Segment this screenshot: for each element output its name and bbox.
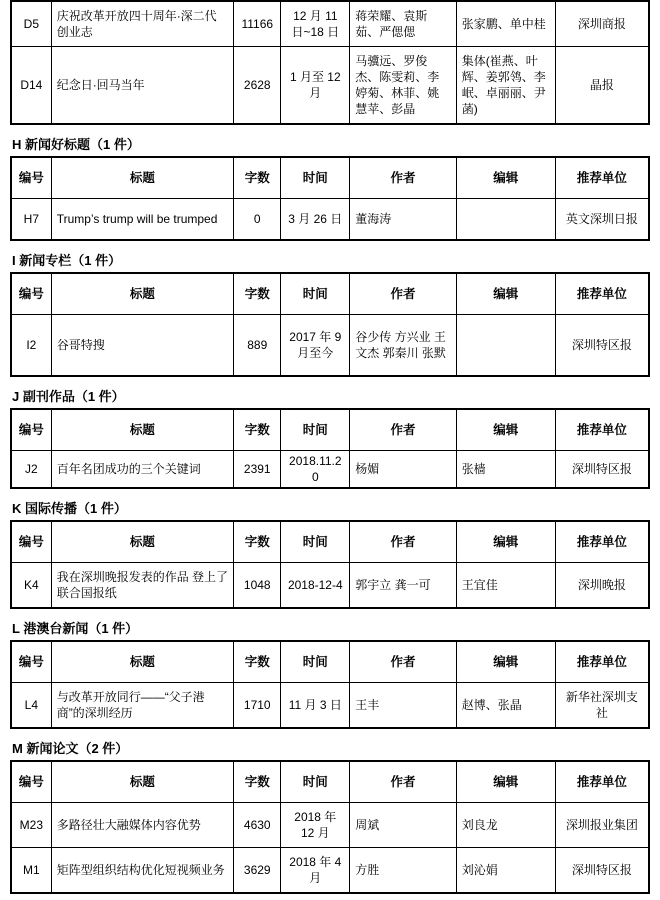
col-header-authors: 作者: [350, 157, 457, 199]
col-header-editors: 编辑: [456, 273, 555, 315]
awards-table-i: [10, 272, 650, 377]
cell-time: 2018 年 4 月: [281, 848, 350, 894]
cell-time: 3 月 26 日: [281, 199, 350, 241]
cell-title: Trump’s trump will be trumped: [51, 199, 233, 241]
col-header-editors: 编辑: [456, 641, 555, 683]
col-header-id: 编号: [11, 521, 51, 563]
col-header-editors: 编辑: [456, 761, 555, 803]
col-header-authors: 作者: [350, 641, 457, 683]
col-header-time: 时间: [281, 641, 350, 683]
awards-table-j: [10, 408, 650, 489]
table-header-row: [11, 409, 649, 451]
table-row-i2: [11, 315, 649, 377]
cell-unit: 英文深圳日报: [555, 199, 649, 241]
cell-time: 1 月至 12 月: [281, 47, 350, 125]
awards-table-h: [10, 156, 650, 241]
section-heading-m: M 新闻论文（2 件）: [12, 741, 129, 757]
col-header-authors: 作者: [350, 761, 457, 803]
table-row-h7: [11, 199, 649, 241]
cell-editors: 王宜佳: [456, 563, 555, 609]
cell-editors: 集体(崔燕、叶辉、姜郭鸰、李岷、卓丽丽、尹菡): [456, 47, 555, 125]
col-header-unit: 推荐单位: [555, 157, 649, 199]
cell-title: 多路径壮大融媒体内容优势: [51, 803, 233, 848]
section-heading-i: I 新闻专栏（1 件）: [12, 253, 122, 268]
table-header-row: [11, 157, 649, 199]
cell-title: 矩阵型组织结构优化短视频业务: [51, 848, 233, 894]
table-row-d14: [11, 47, 649, 125]
cell-authors: 王丰: [350, 683, 457, 729]
cell-unit: 深圳特区报: [555, 451, 649, 489]
cell-words: 4630: [234, 803, 281, 848]
col-header-id: 编号: [11, 273, 51, 315]
cell-title: 纪念日·回马当年: [51, 47, 233, 125]
col-header-editors: 编辑: [456, 157, 555, 199]
section-heading-k: K 国际传播（1 件）: [12, 501, 127, 517]
cell-id: K4: [11, 563, 51, 609]
cell-title: 与改革开放同行——“父子港商”的深圳经历: [51, 683, 233, 729]
col-header-words: 字数: [234, 761, 281, 803]
cell-words: 1710: [234, 683, 281, 729]
col-header-words: 字数: [234, 521, 281, 563]
section-heading-j: J 副刊作品（1 件）: [12, 389, 125, 404]
cell-editors: [456, 315, 555, 377]
cell-unit: 深圳晚报: [555, 563, 649, 609]
table-header-row: [11, 273, 649, 315]
col-header-title: 标题: [51, 641, 233, 683]
cell-id: M23: [11, 803, 51, 848]
awards-table-k: [10, 520, 650, 609]
cell-id: L4: [11, 683, 51, 729]
table-header-row: [11, 521, 649, 563]
cell-authors: 周斌: [350, 803, 457, 848]
cell-unit: 深圳报业集团: [555, 803, 649, 848]
col-header-id: 编号: [11, 157, 51, 199]
table-header-row: [11, 761, 649, 803]
col-header-time: 时间: [281, 521, 350, 563]
table-row-k4: [11, 563, 649, 609]
cell-id: M1: [11, 848, 51, 894]
col-header-time: 时间: [281, 761, 350, 803]
cell-time: 11 月 3 日: [281, 683, 350, 729]
cell-unit: 深圳特区报: [555, 848, 649, 894]
col-header-words: 字数: [234, 409, 281, 451]
cell-editors: 张家鹏、单中桂: [456, 1, 555, 47]
cell-words: 3629: [234, 848, 281, 894]
col-header-title: 标题: [51, 157, 233, 199]
col-header-time: 时间: [281, 157, 350, 199]
col-header-words: 字数: [234, 157, 281, 199]
cell-authors: 方胜: [350, 848, 457, 894]
cell-id: D5: [11, 1, 51, 47]
awards-table-top: [10, 0, 650, 125]
cell-title: 庆祝改革开放四十周年·深二代创业志: [51, 1, 233, 47]
cell-words: 0: [234, 199, 281, 241]
section-heading-l: L 港澳台新闻（1 件）: [12, 621, 139, 637]
cell-time: 2018-12-4: [281, 563, 350, 609]
table-row-j2: [11, 451, 649, 489]
col-header-id: 编号: [11, 761, 51, 803]
cell-title: 我在深圳晚报发表的作品 登上了联合国报纸: [51, 563, 233, 609]
cell-unit: 晶报: [555, 47, 649, 125]
col-header-title: 标题: [51, 409, 233, 451]
cell-unit: 新华社深圳支社: [555, 683, 649, 729]
cell-editors: 刘沁娟: [456, 848, 555, 894]
cell-title: 谷哥特搜: [51, 315, 233, 377]
col-header-unit: 推荐单位: [555, 641, 649, 683]
cell-unit: 深圳特区报: [555, 315, 649, 377]
table-row-m1: [11, 848, 649, 894]
cell-id: I2: [11, 315, 51, 377]
cell-editors: 张樯: [456, 451, 555, 489]
cell-words: 1048: [234, 563, 281, 609]
cell-unit: 深圳商报: [555, 1, 649, 47]
col-header-unit: 推荐单位: [555, 409, 649, 451]
cell-authors: 郭宇立 龚一可: [350, 563, 457, 609]
cell-time: 2018.11.20: [281, 451, 350, 489]
cell-authors: 杨媚: [350, 451, 457, 489]
awards-table-m: [10, 760, 650, 894]
col-header-words: 字数: [234, 641, 281, 683]
cell-words: 2391: [234, 451, 281, 489]
cell-time: 2018 年 12 月: [281, 803, 350, 848]
table-header-row: [11, 641, 649, 683]
cell-authors: 谷少传 方兴业 王文杰 郭秦川 张默: [350, 315, 457, 377]
table-row-m23: [11, 803, 649, 848]
col-header-id: 编号: [11, 641, 51, 683]
cell-id: J2: [11, 451, 51, 489]
cell-time: 12 月 11 日~18 日: [281, 1, 350, 47]
col-header-unit: 推荐单位: [555, 521, 649, 563]
cell-editors: 赵博、张晶: [456, 683, 555, 729]
col-header-time: 时间: [281, 273, 350, 315]
col-header-title: 标题: [51, 273, 233, 315]
col-header-title: 标题: [51, 761, 233, 803]
cell-words: 11166: [234, 1, 281, 47]
col-header-authors: 作者: [350, 409, 457, 451]
col-header-editors: 编辑: [456, 521, 555, 563]
awards-table-l: [10, 640, 650, 729]
cell-authors: 董海涛: [350, 199, 457, 241]
cell-authors: 蒋荣耀、袁斯茹、严偲偲: [350, 1, 457, 47]
cell-editors: 刘良龙: [456, 803, 555, 848]
col-header-words: 字数: [234, 273, 281, 315]
table-row-d5: [11, 1, 649, 47]
cell-words: 889: [234, 315, 281, 377]
cell-words: 2628: [234, 47, 281, 125]
col-header-title: 标题: [51, 521, 233, 563]
col-header-time: 时间: [281, 409, 350, 451]
col-header-unit: 推荐单位: [555, 273, 649, 315]
col-header-id: 编号: [11, 409, 51, 451]
table-row-l4: [11, 683, 649, 729]
cell-editors: [456, 199, 555, 241]
col-header-authors: 作者: [350, 273, 457, 315]
section-heading-h: H 新闻好标题（1 件）: [12, 137, 140, 152]
cell-id: D14: [11, 47, 51, 125]
col-header-unit: 推荐单位: [555, 761, 649, 803]
col-header-editors: 编辑: [456, 409, 555, 451]
col-header-authors: 作者: [350, 521, 457, 563]
cell-title: 百年名团成功的三个关键词: [51, 451, 233, 489]
cell-id: H7: [11, 199, 51, 241]
cell-authors: 马骥远、罗俊杰、陈雯莉、李婷菊、林菲、姚慧苹、彭晶: [350, 47, 457, 125]
cell-time: 2017 年 9 月至今: [281, 315, 350, 377]
